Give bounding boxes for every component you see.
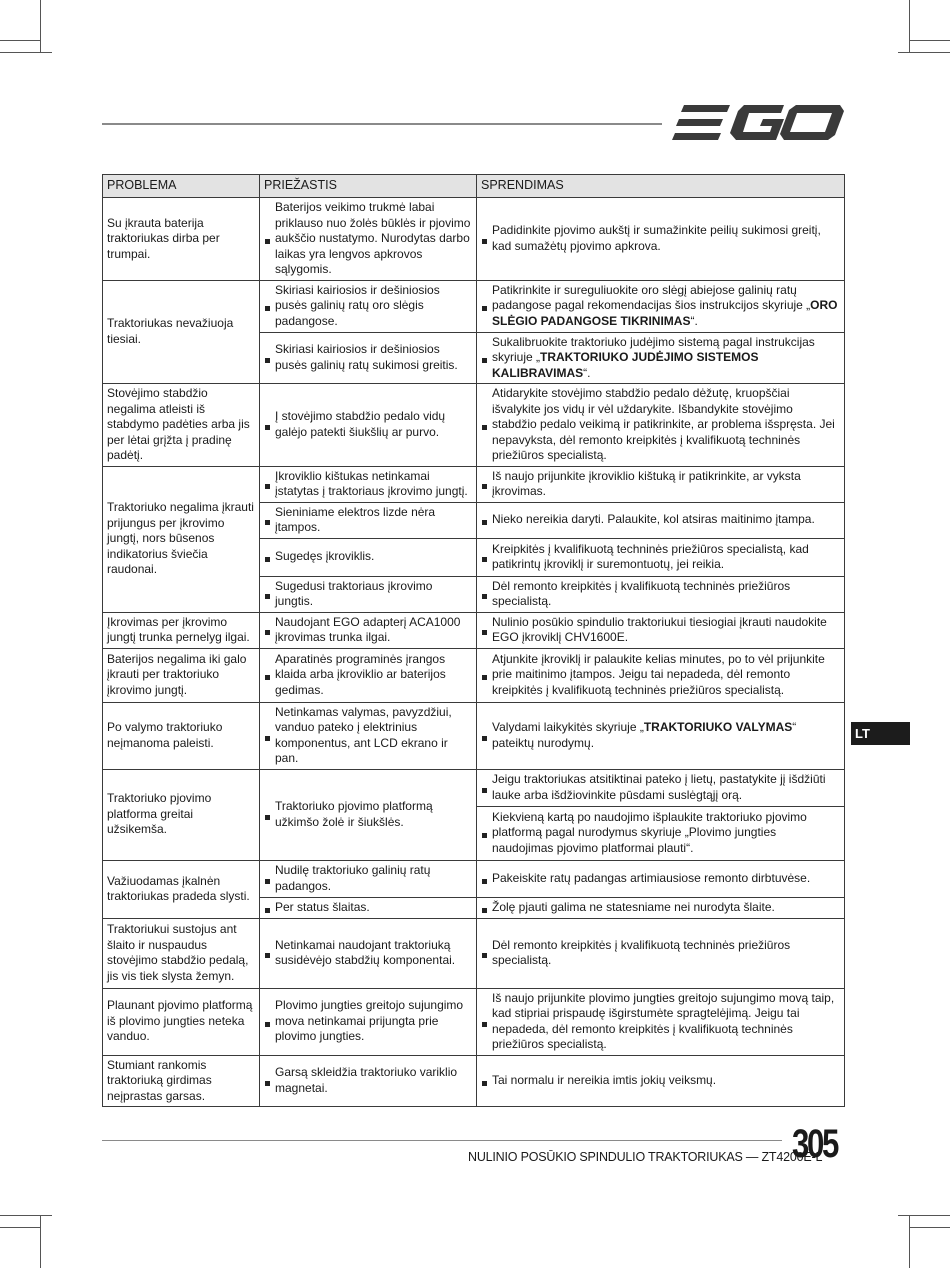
solution-cell: Dėl remonto kreipkitės į kvalifikuotą techninės priežiūros specialistą.	[477, 576, 845, 612]
crop-mark	[40, 1216, 41, 1268]
table-row	[103, 988, 845, 1055]
cause-cell: Nudilę traktoriuko galinių ratų padangos.	[260, 860, 477, 897]
cause-cell: Garsą skleidžia traktoriuko variklio magnetai.	[260, 1055, 477, 1107]
header-cause: PRIEŽASTIS	[260, 175, 477, 198]
crop-mark	[910, 1227, 950, 1228]
table-row	[103, 466, 845, 502]
cause-cell: Per status šlaitas.	[260, 897, 477, 918]
cause-cell: Traktoriuko pjovimo platformą užkimšo žolė ir šiukšlės.	[260, 769, 477, 860]
solution-cell: Iš naujo prijunkite plovimo jungties greitojo sujungimo movą taip, kad stipriai prispaudę išgirstumėte spragtelėjimą. Jeigu tai nepadeda, dėl remonto kreipkitės į kvalifikuotą techninės priežiūros specialistą.	[477, 988, 845, 1055]
cause-cell: Sugedusi traktoriaus įkrovimo jungtis.	[260, 576, 477, 612]
crop-mark	[898, 1215, 950, 1216]
page-number: 305	[792, 1122, 838, 1166]
problem-cell: Įkrovimas per įkrovimo jungtį trunka pernelyg ilgai.	[103, 612, 260, 648]
footer-rule	[102, 1140, 782, 1141]
solution-cell: Atidarykite stovėjimo stabdžio pedalo dėžutę, kruopščiai išvalykite jos vidų ir vėl uždarykite. Išbandykite stovėjimo stabdžio pedalo veikimą ir patikrinkite, ar problema išspręsta. Jei nepavyksta, dėl remonto kreipkitės į kvalifikuotą techninės priežiūros specialistą.	[477, 384, 845, 467]
cause-cell: Naudojant EGO adapterį ACA1000 įkrovimas trunka ilgai.	[260, 612, 477, 648]
problem-cell: Traktoriukas nevažiuoja tiesiai.	[103, 280, 260, 384]
language-tab: LT	[851, 722, 910, 745]
problem-cell: Plaunant pjovimo platformą iš plovimo jungties neteka vanduo.	[103, 988, 260, 1055]
solution-cell: Sukalibruokite traktoriuko judėjimo sistemą pagal instrukcijas skyriuje „TRAKTORIUKO JUDĖJIMO SISTEMOS KALIBRAVIMAS“.	[477, 332, 845, 384]
cause-cell: Aparatinės programinės įrangos klaida arba įkroviklio ar baterijos gedimas.	[260, 648, 477, 702]
crop-mark	[40, 0, 41, 52]
table-row	[103, 918, 845, 988]
table-row	[103, 198, 845, 281]
problem-cell: Traktoriuko pjovimo platforma greitai užsikemša.	[103, 769, 260, 860]
problem-cell: Po valymo traktoriuko neįmanoma paleisti.	[103, 702, 260, 769]
problem-cell: Važiuodamas įkalnėn traktoriukas pradeda slysti.	[103, 860, 260, 918]
problem-cell: Baterijos negalima iki galo įkrauti per traktoriuko įkrovimo jungtį.	[103, 648, 260, 702]
table-row	[103, 1055, 845, 1107]
problem-cell: Su įkrauta baterija traktoriukas dirba per trumpai.	[103, 198, 260, 281]
solution-cell: Tai normalu ir nereikia imtis jokių veiksmų.	[477, 1055, 845, 1107]
table-row	[103, 769, 845, 806]
solution-cell: Kreipkitės į kvalifikuotą techninės priežiūros specialistą, kad patikrintų įkroviklį ir suremontuotų, jei reikia.	[477, 538, 845, 576]
header-problem: PROBLEMA	[103, 175, 260, 198]
solution-cell: Pakeiskite ratų padangas artimiausiose remonto dirbtuvėse.	[477, 860, 845, 897]
table-row	[103, 702, 845, 769]
table-row	[103, 384, 845, 467]
solution-cell: Padidinkite pjovimo aukštį ir sumažinkite peilių sukimosi greitį, kad sumažėtų pjovimo apkrova.	[477, 198, 845, 281]
cause-cell: Sieniniame elektros lizde nėra įtampos.	[260, 502, 477, 538]
cause-cell: Netinkamai naudojant traktoriuką susidėvėjo stabdžių komponentai.	[260, 918, 477, 988]
crop-mark	[898, 52, 950, 53]
crop-mark	[0, 40, 40, 41]
cause-cell: Skiriasi kairiosios ir dešiniosios pusės galinių ratų sukimosi greitis.	[260, 332, 477, 384]
solution-cell: Nulinio posūkio spindulio traktoriukui tiesiogiai įkrauti naudokite EGO įkroviklį CHV1600E.	[477, 612, 845, 648]
table-header-row	[103, 175, 845, 198]
cause-cell: Plovimo jungties greitojo sujungimo mova netinkamai prijungta prie plovimo jungties.	[260, 988, 477, 1055]
troubleshooting-table	[102, 174, 845, 1107]
table-row	[103, 280, 845, 332]
solution-cell: Atjunkite įkroviklį ir palaukite kelias minutes, po to vėl prijunkite prie maitinimo įtampos. Jeigu tai nepadeda, dėl remonto kreipkitės į kvalifikuotą techninės priežiūros specialistą.	[477, 648, 845, 702]
table-row	[103, 648, 845, 702]
crop-mark	[909, 1216, 910, 1268]
solution-cell: Valydami laikykitės skyriuje „TRAKTORIUKO VALYMAS“ pateiktų nurodymų.	[477, 702, 845, 769]
cause-cell: Į stovėjimo stabdžio pedalo vidų galėjo patekti šiukšlių ar purvo.	[260, 384, 477, 467]
solution-cell: Dėl remonto kreipkitės į kvalifikuotą techninės priežiūros specialistą.	[477, 918, 845, 988]
solution-cell: Nieko nereikia daryti. Palaukite, kol atsiras maitinimo įtampa.	[477, 502, 845, 538]
crop-mark	[910, 40, 950, 41]
header-rule	[102, 123, 662, 125]
crop-mark	[909, 0, 910, 52]
footer-title: NULINIO POSŪKIO SPINDULIO TRAKTORIUKAS — ZT4200E-L	[468, 1150, 823, 1164]
cause-cell: Sugedęs įkroviklis.	[260, 538, 477, 576]
cause-cell: Skiriasi kairiosios ir dešiniosios pusės galinių ratų oro slėgis padangose.	[260, 280, 477, 332]
crop-mark	[0, 52, 52, 53]
table-row	[103, 860, 845, 897]
solution-cell: Jeigu traktoriukas atsitiktinai pateko į lietų, pastatykite jį išdžiūti lauke arba išdžiovinkite pūsdami suslėgtąjį orą.	[477, 769, 845, 806]
crop-mark	[0, 1215, 52, 1216]
problem-cell: Stumiant rankomis traktoriuką girdimas neįprastas garsas.	[103, 1055, 260, 1107]
table-row	[103, 612, 845, 648]
cause-cell: Netinkamas valymas, pavyzdžiui, vanduo pateko į elektrinius komponentus, ant LCD ekrano ir pan.	[260, 702, 477, 769]
header-solution: SPRENDIMAS	[477, 175, 845, 198]
problem-cell: Stovėjimo stabdžio negalima atleisti iš stabdymo padėties arba jis per lėtai grįžta į pradinę padėtį.	[103, 384, 260, 467]
crop-mark	[0, 1227, 40, 1228]
ego-logo	[672, 103, 844, 143]
problem-cell: Traktoriukui sustojus ant šlaito ir nuspaudus stovėjimo stabdžio pedalą, jis vis tiek slysta žemyn.	[103, 918, 260, 988]
solution-cell: Žolę pjauti galima ne statesniame nei nurodyta šlaite.	[477, 897, 845, 918]
cause-cell: Baterijos veikimo trukmė labai priklauso nuo žolės būklės ir pjovimo aukščio nustatymo. Nurodytas darbo laikas yra lengvos apkrovos sąlygomis.	[260, 198, 477, 281]
solution-cell: Patikrinkite ir sureguliuokite oro slėgį abiejose galinių ratų padangose pagal rekomendacijas šios instrukcijos skyriuje „ORO SLĖGIO PADANGOSE TIKRINIMAS“.	[477, 280, 845, 332]
solution-cell: Kiekvieną kartą po naudojimo išplaukite traktoriuko pjovimo platformą pagal nurodymus skyriuje „Plovimo jungties naudojimas pjovimo platformai plauti“.	[477, 806, 845, 860]
solution-cell: Iš naujo prijunkite įkroviklio kištuką ir patikrinkite, ar vyksta įkrovimas.	[477, 466, 845, 502]
cause-cell: Įkroviklio kištukas netinkamai įstatytas į traktoriaus įkrovimo jungtį.	[260, 466, 477, 502]
problem-cell: Traktoriuko negalima įkrauti prijungus per įkrovimo jungtį, nors būsenos indikatorius šviečia raudonai.	[103, 466, 260, 612]
